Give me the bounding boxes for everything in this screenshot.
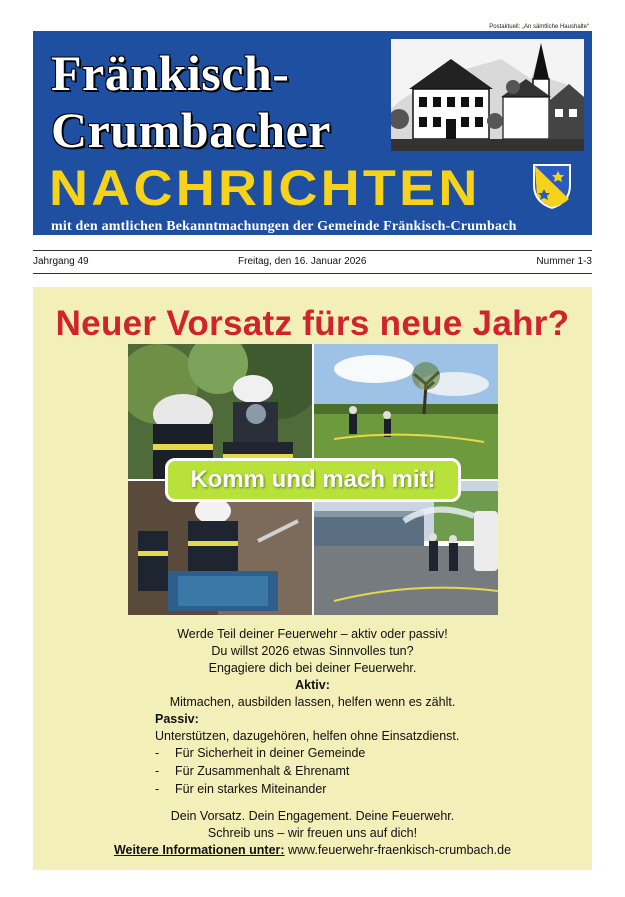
masthead-subtitle: mit den amtlichen Bekanntmachungen der Gemeinde Fränkisch-Crumbach [51, 219, 517, 234]
issue-number: Nummer 1-3 [536, 256, 592, 267]
active-text: Mitmachen, ausbilden lassen, helfen wenn es zählt. [169, 695, 456, 709]
closing-line-2: Schreib uns – wir freuen uns auf dich! [207, 826, 418, 840]
masthead-title-line2: Crumbacher [51, 102, 331, 158]
ad-line-3: Engagiere dich bei deiner Feuerwehr. [208, 661, 417, 675]
passive-label: Passiv: [155, 712, 199, 726]
ad-banner: Komm und mach mit! [165, 458, 461, 502]
fire-department-ad: Neuer Vorsatz fürs neue Jahr? Komm und mach mit! Werde Teil deiner Feuerwehr – aktiv oder passiv! Du willst 2026 etwas Sinnvolles tun? Engagiere dich bei deiner Feuerwehr. Aktiv: Mitmachen, ausbilden lassen, helfen wenn es zählt. Passiv: Unterstützen, dazugehören, helfen ohne Einsatzdienst. - Für Sicherheit in deiner Gemeinde - Für Zusammenhalt & Ehrenamt - Für ein starkes Miteinander Dein Vorsatz. Dein Engagement. Deine Feuerwehr. Schreib uns – wir freuen uns auf dich! Weitere Informationen unter: www.feuerwehr-fraenkisch-crumbach.de [33, 287, 592, 870]
masthead [33, 31, 592, 235]
active-label: Aktiv: [295, 678, 330, 692]
passive-text: Unterstützen, dazugehören, helfen ohne Einsatzdienst. [155, 729, 460, 743]
issue-date: Freitag, den 16. Januar 2026 [238, 256, 367, 267]
info-label: Weitere Informationen unter: [113, 843, 285, 857]
issue-volume: Jahrgang 49 [33, 256, 89, 267]
issue-info-bar [33, 250, 592, 274]
closing-line-1: Dein Vorsatz. Dein Engagement. Deine Feuerwehr. [170, 809, 455, 823]
info-url[interactable]: www.feuerwehr-fraenkisch-crumbach.de [288, 843, 512, 857]
photo-collage [128, 344, 498, 615]
masthead-name: NACHRICHTEN [49, 160, 481, 216]
ad-headline: Neuer Vorsatz fürs neue Jahr? [55, 304, 570, 343]
ad-line-2: Du willst 2026 etwas Sinnvolles tun? [211, 644, 414, 658]
municipal-crest-icon [530, 161, 574, 211]
masthead-title-line1: Fränkisch- [51, 45, 290, 101]
ad-line-1: Werde Teil deiner Feuerwehr – aktiv oder passiv! [177, 627, 448, 641]
postal-note: Postaktuell: „An sämtliche Haushalte“ [489, 24, 589, 30]
village-drawing [391, 39, 584, 151]
info-line [33, 843, 592, 857]
